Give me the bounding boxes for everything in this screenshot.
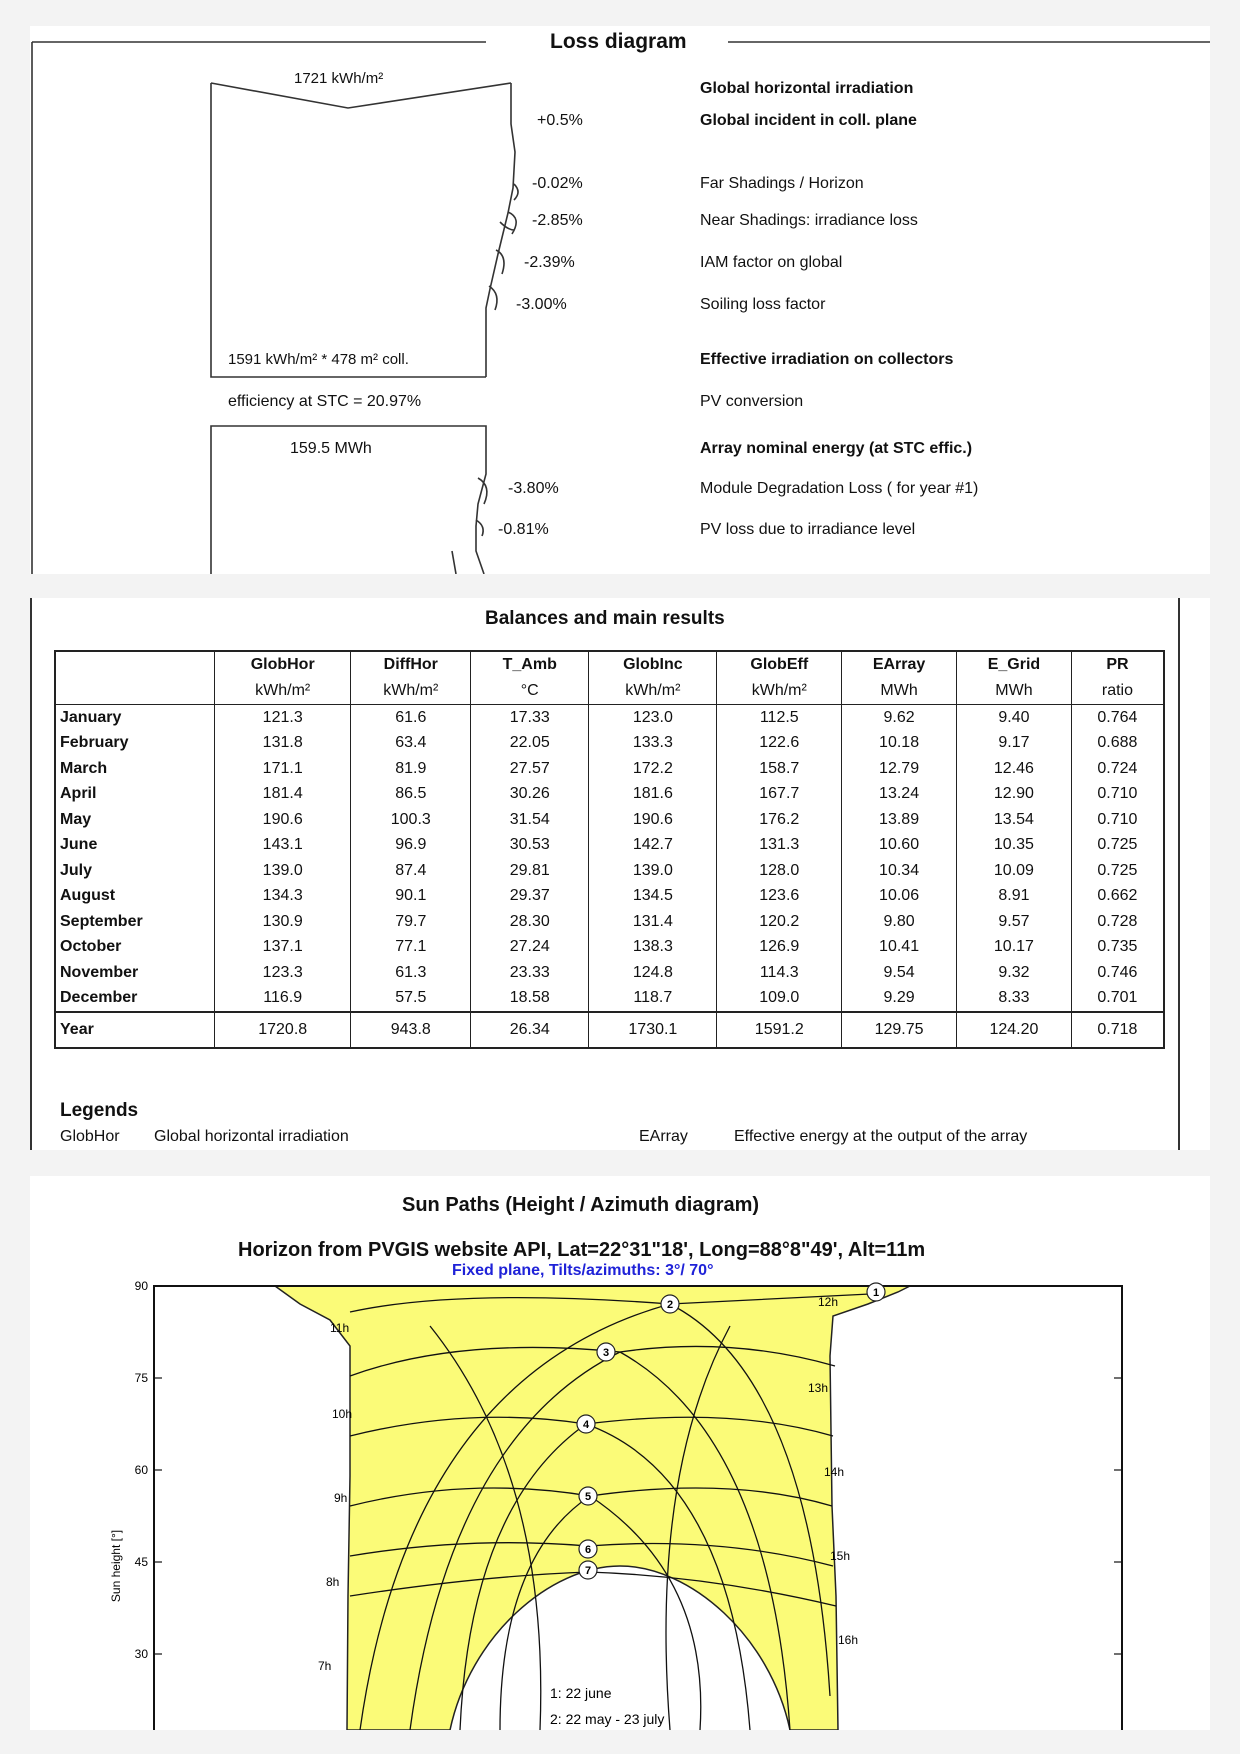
table-cell: 23.33	[471, 960, 589, 986]
sun-paths-title: Sun Paths (Height / Azimuth diagram)	[402, 1194, 760, 1216]
y-tick-label: 45	[134, 1555, 148, 1569]
path-marker-label: 6	[584, 1544, 592, 1556]
table-cell: 13.24	[842, 782, 957, 808]
loss-near-shading: -2.85%	[532, 212, 583, 229]
table-cell: 90.1	[351, 884, 471, 910]
table-cell: 63.4	[351, 731, 471, 757]
legend-desc: Global horizontal irradiation	[154, 1128, 349, 1145]
table-cell: 172.2	[589, 756, 717, 782]
hour-label: 16h	[838, 1633, 859, 1647]
table-row	[55, 782, 1164, 808]
legends-title: Legends	[60, 1100, 139, 1121]
table-cell: 112.5	[717, 705, 842, 731]
table-row	[55, 858, 1164, 884]
table-cell: 142.7	[589, 833, 717, 859]
label-iam: IAM factor on global	[700, 254, 843, 271]
label-pv-conversion: PV conversion	[700, 393, 804, 410]
month-label: November	[60, 963, 139, 981]
table-cell: 131.3	[717, 833, 842, 859]
label-gic: Global incident in coll. plane	[700, 112, 917, 129]
table-row	[55, 756, 1164, 782]
table-row	[55, 935, 1164, 961]
hour-label: 12h	[818, 1295, 839, 1309]
hour-label: 14h	[824, 1465, 845, 1479]
year-cell: 1720.8	[215, 1012, 351, 1048]
table-cell: 96.9	[351, 833, 471, 859]
table-cell: 10.06	[842, 884, 957, 910]
table-cell: 61.6	[351, 705, 471, 731]
table-cell: 121.3	[215, 705, 351, 731]
col-header: PR	[1071, 651, 1164, 678]
month-label: February	[60, 734, 129, 752]
month-label: September	[60, 912, 143, 930]
table-cell: 77.1	[351, 935, 471, 961]
col-header: GlobInc	[589, 651, 717, 678]
table-cell: 27.57	[471, 756, 589, 782]
table-cell: 143.1	[215, 833, 351, 859]
path-marker-label: 1	[872, 1287, 880, 1299]
month-label: June	[60, 836, 98, 854]
y-axis-label: Sun height [°]	[109, 1529, 123, 1603]
table-row	[55, 986, 1164, 1013]
table-cell: 9.62	[842, 705, 957, 731]
month-label: April	[60, 785, 97, 803]
label-effective: Effective irradiation on collectors	[700, 351, 954, 368]
table-cell: 10.35	[957, 833, 1072, 859]
table-cell: 124.8	[589, 960, 717, 986]
year-row	[55, 1012, 1164, 1048]
table-cell: 130.9	[215, 909, 351, 935]
stc-efficiency: efficiency at STC = 20.97%	[228, 393, 422, 410]
table-cell: 0.688	[1071, 731, 1164, 757]
unit-cell: ratio	[1071, 678, 1164, 705]
table-cell: 0.746	[1071, 960, 1164, 986]
table-row	[55, 909, 1164, 935]
year-cell: 124.20	[957, 1012, 1072, 1048]
y-tick-label: 75	[134, 1371, 148, 1385]
table-cell: 120.2	[717, 909, 842, 935]
table-cell: 10.34	[842, 858, 957, 884]
table-cell: 158.7	[717, 756, 842, 782]
table-cell: 8.33	[957, 986, 1072, 1013]
y-tick-label: 90	[134, 1279, 148, 1293]
gain-percent: +0.5%	[537, 112, 583, 129]
label-irradiance-level: PV loss due to irradiance level	[700, 521, 916, 538]
year-label: Year	[55, 1012, 215, 1048]
sun-paths-chart	[30, 1176, 1210, 1730]
table-cell: 190.6	[215, 807, 351, 833]
unit-cell: MWh	[957, 678, 1072, 705]
table-cell: 0.662	[1071, 884, 1164, 910]
array-energy-value: 159.5 MWh	[290, 440, 372, 457]
table-cell: 139.0	[589, 858, 717, 884]
table-cell: 86.5	[351, 782, 471, 808]
table-cell: 30.26	[471, 782, 589, 808]
corner-cell	[55, 651, 215, 678]
table-cell: 28.30	[471, 909, 589, 935]
table-cell: 13.89	[842, 807, 957, 833]
table-cell: 10.09	[957, 858, 1072, 884]
month-label: July	[60, 861, 93, 879]
table-cell: 123.0	[589, 705, 717, 731]
path-marker-label: 7	[584, 1565, 592, 1577]
year-cell: 129.75	[842, 1012, 957, 1048]
table-cell: 134.3	[215, 884, 351, 910]
label-degradation: Module Degradation Loss ( for year #1)	[700, 480, 979, 497]
year-cell: 1591.2	[717, 1012, 842, 1048]
loss-iam: -2.39%	[524, 254, 575, 271]
table-cell: 9.57	[957, 909, 1072, 935]
hour-label: 9h	[334, 1491, 348, 1505]
table-cell: 12.46	[957, 756, 1072, 782]
table-cell: 10.18	[842, 731, 957, 757]
table-cell: 116.9	[215, 986, 351, 1013]
year-cell: 26.34	[471, 1012, 589, 1048]
balances-panel	[30, 598, 1210, 1150]
table-cell: 79.7	[351, 909, 471, 935]
table-cell: 12.79	[842, 756, 957, 782]
month-label: January	[60, 708, 122, 726]
sun-paths-subtitle: Horizon from PVGIS website API, Lat=22°31"18', Long=88°8"49', Alt=11m	[238, 1239, 926, 1261]
table-cell: 118.7	[589, 986, 717, 1013]
table-cell: 126.9	[717, 935, 842, 961]
table-row	[55, 884, 1164, 910]
table-cell: 10.17	[957, 935, 1072, 961]
table-cell: 131.4	[589, 909, 717, 935]
path-marker-label: 2	[666, 1299, 674, 1311]
table-cell: 0.728	[1071, 909, 1164, 935]
table-cell: 81.9	[351, 756, 471, 782]
month-label: March	[60, 759, 108, 777]
table-cell: 137.1	[215, 935, 351, 961]
table-cell: 9.54	[842, 960, 957, 986]
table-cell: 10.41	[842, 935, 957, 961]
table-cell: 176.2	[717, 807, 842, 833]
loss-soiling: -3.00%	[516, 296, 567, 313]
hour-label: 10h	[332, 1407, 353, 1421]
table-cell: 87.4	[351, 858, 471, 884]
table-cell: 61.3	[351, 960, 471, 986]
panel-right-border	[1178, 598, 1180, 1150]
loss-degradation: -3.80%	[508, 480, 559, 497]
table-cell: 0.735	[1071, 935, 1164, 961]
table-cell: 30.53	[471, 833, 589, 859]
month-label: October	[60, 938, 122, 956]
loss-far-shading: -0.02%	[532, 175, 583, 192]
label-near-shadings: Near Shadings: irradiance loss	[700, 212, 918, 229]
table-cell: 9.29	[842, 986, 957, 1013]
sun-legend-1: 1: 22 june	[550, 1685, 612, 1701]
table-cell: 181.6	[589, 782, 717, 808]
hour-label: 8h	[326, 1575, 340, 1589]
table-cell: 100.3	[351, 807, 471, 833]
unit-corner	[55, 678, 215, 705]
table-cell: 18.58	[471, 986, 589, 1013]
table-cell: 0.724	[1071, 756, 1164, 782]
table-cell: 122.6	[717, 731, 842, 757]
label-nominal-energy: Array nominal energy (at STC effic.)	[700, 440, 973, 457]
hour-label: 15h	[830, 1549, 851, 1563]
unit-cell: kWh/m²	[589, 678, 717, 705]
table-cell: 9.17	[957, 731, 1072, 757]
table-cell: 139.0	[215, 858, 351, 884]
month-label: August	[60, 887, 116, 905]
table-row	[55, 807, 1164, 833]
col-header: DiffHor	[351, 651, 471, 678]
table-cell: 27.24	[471, 935, 589, 961]
path-marker-label: 5	[584, 1491, 592, 1503]
table-cell: 0.710	[1071, 807, 1164, 833]
table-cell: 9.32	[957, 960, 1072, 986]
table-cell: 13.54	[957, 807, 1072, 833]
year-cell: 0.718	[1071, 1012, 1164, 1048]
year-cell: 943.8	[351, 1012, 471, 1048]
legend-desc: Effective energy at the output of the array	[734, 1128, 1028, 1145]
table-cell: 190.6	[589, 807, 717, 833]
hour-label: 11h	[330, 1321, 350, 1335]
table-cell: 134.5	[589, 884, 717, 910]
table-cell: 0.701	[1071, 986, 1164, 1013]
month-label: December	[60, 989, 138, 1007]
collector-irradiation-value: 1591 kWh/m² * 478 m² coll.	[228, 351, 409, 368]
table-cell: 17.33	[471, 705, 589, 731]
table-cell: 9.80	[842, 909, 957, 935]
col-header: E_Grid	[957, 651, 1072, 678]
year-cell: 1730.1	[589, 1012, 717, 1048]
loss-irradiance-level: -0.81%	[498, 521, 549, 538]
col-header: EArray	[842, 651, 957, 678]
path-marker-label: 4	[582, 1419, 590, 1431]
table-cell: 12.90	[957, 782, 1072, 808]
loss-diagram-graphic	[30, 26, 1210, 574]
table-cell: 57.5	[351, 986, 471, 1013]
table-row	[55, 705, 1164, 731]
table-cell: 133.3	[589, 731, 717, 757]
month-label: May	[60, 810, 92, 828]
unit-cell: kWh/m²	[717, 678, 842, 705]
table-cell: 0.725	[1071, 833, 1164, 859]
sun-paths-plane: Fixed plane, Tilts/azimuths: 3°/ 70°	[452, 1262, 714, 1279]
table-cell: 131.8	[215, 731, 351, 757]
table-cell: 109.0	[717, 986, 842, 1013]
results-body	[55, 705, 1164, 1013]
unit-cell: kWh/m²	[351, 678, 471, 705]
table-cell: 29.37	[471, 884, 589, 910]
hour-label: 7h	[318, 1659, 332, 1673]
table-cell: 8.91	[957, 884, 1072, 910]
table-cell: 181.4	[215, 782, 351, 808]
table-row	[55, 960, 1164, 986]
table-cell: 123.6	[717, 884, 842, 910]
table-cell: 128.0	[717, 858, 842, 884]
table-cell: 0.764	[1071, 705, 1164, 731]
table-cell: 29.81	[471, 858, 589, 884]
label-ghi: Global horizontal irradiation	[700, 80, 914, 97]
sun-legend-2: 2: 22 may - 23 july	[550, 1711, 665, 1727]
hour-label: 13h	[808, 1381, 829, 1395]
unit-cell: °C	[471, 678, 589, 705]
unit-cell: MWh	[842, 678, 957, 705]
legend-key: GlobHor	[60, 1128, 120, 1145]
table-cell: 114.3	[717, 960, 842, 986]
col-header: T_Amb	[471, 651, 589, 678]
col-header: GlobHor	[215, 651, 351, 678]
loss-diagram-title: Loss diagram	[550, 30, 687, 53]
label-soiling: Soiling loss factor	[700, 296, 826, 313]
balances-title: Balances and main results	[485, 608, 725, 629]
results-table	[54, 650, 1165, 1049]
path-marker-label: 3	[602, 1347, 610, 1359]
table-row	[55, 833, 1164, 859]
col-header: GlobEff	[717, 651, 842, 678]
table-cell: 9.40	[957, 705, 1072, 731]
legend-key: EArray	[639, 1128, 688, 1145]
panel-left-border	[30, 598, 32, 1150]
unit-cell: kWh/m²	[215, 678, 351, 705]
sun-paths-panel	[30, 1176, 1210, 1730]
y-tick-label: 30	[134, 1647, 148, 1661]
label-far-shadings: Far Shadings / Horizon	[700, 175, 864, 192]
loss-diagram-panel	[30, 26, 1210, 574]
top-irradiation-value: 1721 kWh/m²	[294, 70, 384, 87]
table-cell: 31.54	[471, 807, 589, 833]
table-cell: 138.3	[589, 935, 717, 961]
table-cell: 171.1	[215, 756, 351, 782]
table-cell: 10.60	[842, 833, 957, 859]
table-cell: 0.710	[1071, 782, 1164, 808]
table-cell: 167.7	[717, 782, 842, 808]
table-row	[55, 731, 1164, 757]
table-cell: 22.05	[471, 731, 589, 757]
visible-sky-area	[275, 1286, 910, 1730]
table-cell: 123.3	[215, 960, 351, 986]
y-tick-label: 60	[134, 1463, 148, 1477]
table-cell: 0.725	[1071, 858, 1164, 884]
